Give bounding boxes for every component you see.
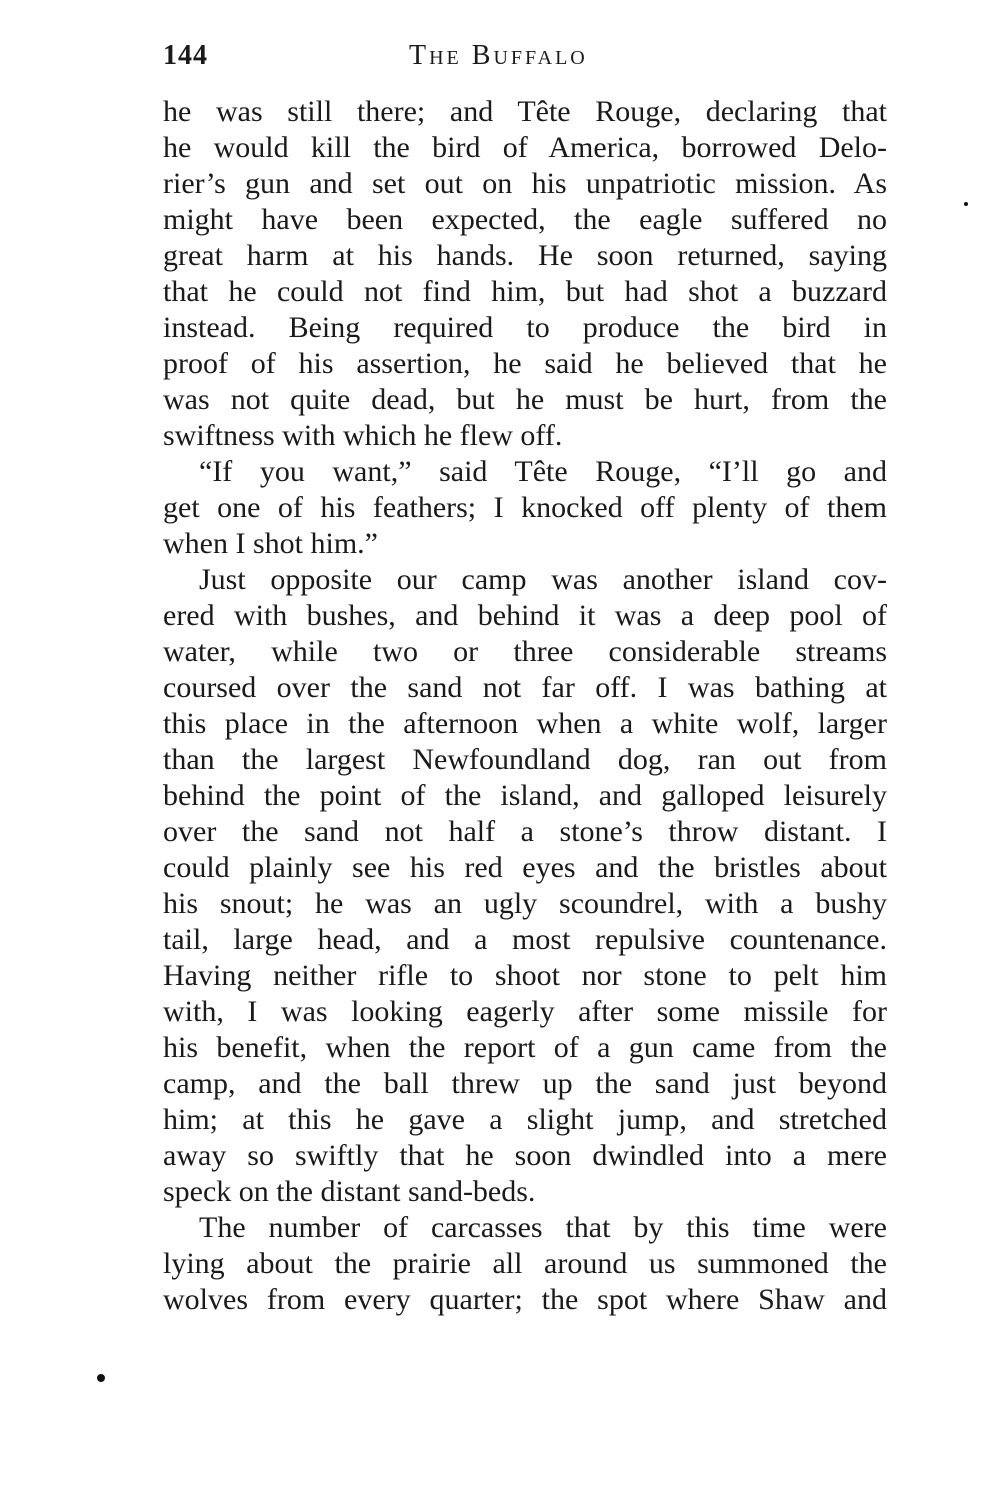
text-line: water, while two or three considerable streams: [163, 635, 887, 668]
text-line: behind the point of the island, and galloped leisurely: [163, 779, 887, 812]
text-line: ered with bushes, and behind it was a deep pool of: [163, 599, 887, 632]
text-line: proof of his assertion, he said he believed that he: [163, 347, 887, 380]
text-line: rier’s gun and set out on his unpatriotic mission. As: [163, 167, 887, 200]
text-line: wolves from every quarter; the spot where Shaw and: [163, 1283, 887, 1316]
paragraph-start-line: The number of carcasses that by this time were: [199, 1211, 887, 1244]
text-line: coursed over the sand not far off. I was bathing at: [163, 671, 887, 704]
scan-speck: [964, 202, 968, 206]
text-line: camp, and the ball threw up the sand just beyond: [163, 1067, 887, 1100]
body-text: [163, 94, 887, 1318]
text-line: Having neither rifle to shoot nor stone to pelt him: [163, 959, 887, 992]
text-line: this place in the afternoon when a white wolf, larger: [163, 707, 887, 740]
text-line: could plainly see his red eyes and the bristles about: [163, 851, 887, 884]
paragraph-start-line: “If you want,” said Tête Rouge, “I’ll go and: [199, 455, 887, 488]
text-line: that he could not find him, but had shot a buzzard: [163, 275, 887, 308]
text-line: he was still there; and Tête Rouge, declaring that: [163, 95, 887, 128]
text-line: him; at this he gave a slight jump, and stretched: [163, 1103, 887, 1136]
text-line: was not quite dead, but he must be hurt, from the: [163, 383, 887, 416]
text-line: tail, large head, and a most repulsive countenance.: [163, 923, 887, 956]
text-line: lying about the prairie all around us summoned the: [163, 1247, 887, 1280]
text-line: might have been expected, the eagle suffered no: [163, 203, 887, 236]
text-line: his benefit, when the report of a gun came from the: [163, 1031, 887, 1064]
text-line: speck on the distant sand-beds.: [163, 1175, 536, 1208]
text-line: get one of his feathers; I knocked off plenty of them: [163, 491, 887, 524]
text-line: swiftness with which he flew off.: [163, 419, 563, 452]
scan-speck: [97, 1374, 105, 1382]
text-line: away so swiftly that he soon dwindled into a mere: [163, 1139, 887, 1172]
text-line: he would kill the bird of America, borrowed Delo-: [163, 131, 887, 164]
text-line: great harm at his hands. He soon returned, saying: [163, 239, 887, 272]
paragraph-start-line: Just opposite our camp was another island cov-: [199, 563, 887, 596]
page-number: 144: [163, 40, 208, 71]
running-title: The Buffalo: [409, 40, 588, 71]
text-line: with, I was looking eagerly after some missile for: [163, 995, 887, 1028]
text-line: his snout; he was an ugly scoundrel, with a bushy: [163, 887, 887, 920]
text-line: over the sand not half a stone’s throw distant. I: [163, 815, 887, 848]
text-line: when I shot him.”: [163, 527, 378, 560]
running-head: [163, 40, 887, 80]
text-line: instead. Being required to produce the bird in: [163, 311, 887, 344]
text-line: than the largest Newfoundland dog, ran out from: [163, 743, 887, 776]
